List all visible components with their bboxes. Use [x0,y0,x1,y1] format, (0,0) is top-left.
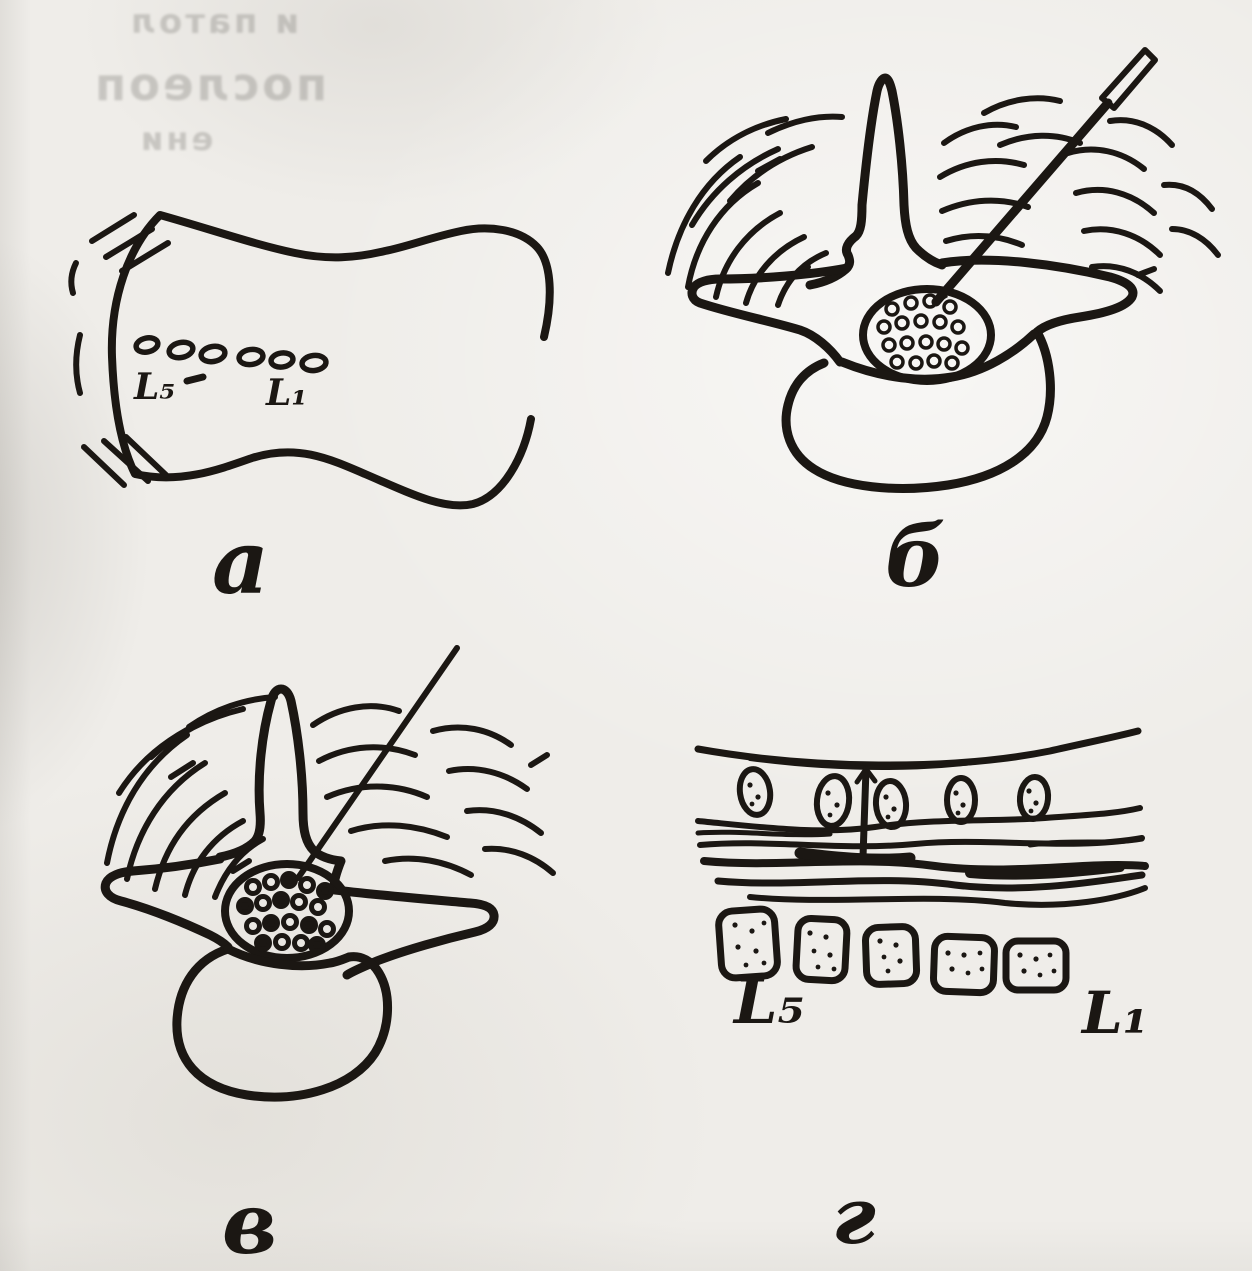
figure-b-spinous-process [810,78,942,285]
figure-g-sagittal-section [690,725,1252,1070]
figure-g-fascia-ligament-layers [698,832,1145,905]
figure-a-label-l5: L₅ [134,366,176,408]
figure-v-left-transverse-process [105,859,228,947]
figure-b-right-transverse-process [942,260,1133,332]
figure-v-caption: в [222,1174,278,1271]
figure-b-nerve-root-dots [878,295,968,369]
figure-a-label-l1: L₁ [266,372,308,414]
bleed-through-text-line3: ени [138,120,214,158]
figure-g-caption: г [832,1171,876,1262]
figure-b-caption: б [885,507,946,606]
figure-v-needle [298,648,457,878]
figure-v-nerve-root-dots [239,874,334,952]
figure-g-label-l1: L₁ [1082,979,1149,1047]
figure-a-back-surface-view [60,185,580,614]
figure-b-vertebra-with-trocar [640,25,1252,515]
figure-a-caption: а [212,510,270,614]
figure-v-right-transverse-process [335,890,494,975]
figure-g-label-l5: L₅ [734,965,805,1038]
figure-g-spinous-stipple [747,782,1038,819]
figure-a-dash-mark [187,377,203,381]
figure-v-vertebra-with-needle [85,635,615,1125]
bleed-through-text-line2: послеоп [92,58,328,111]
bleed-through-text-line1: и патол [128,2,300,42]
